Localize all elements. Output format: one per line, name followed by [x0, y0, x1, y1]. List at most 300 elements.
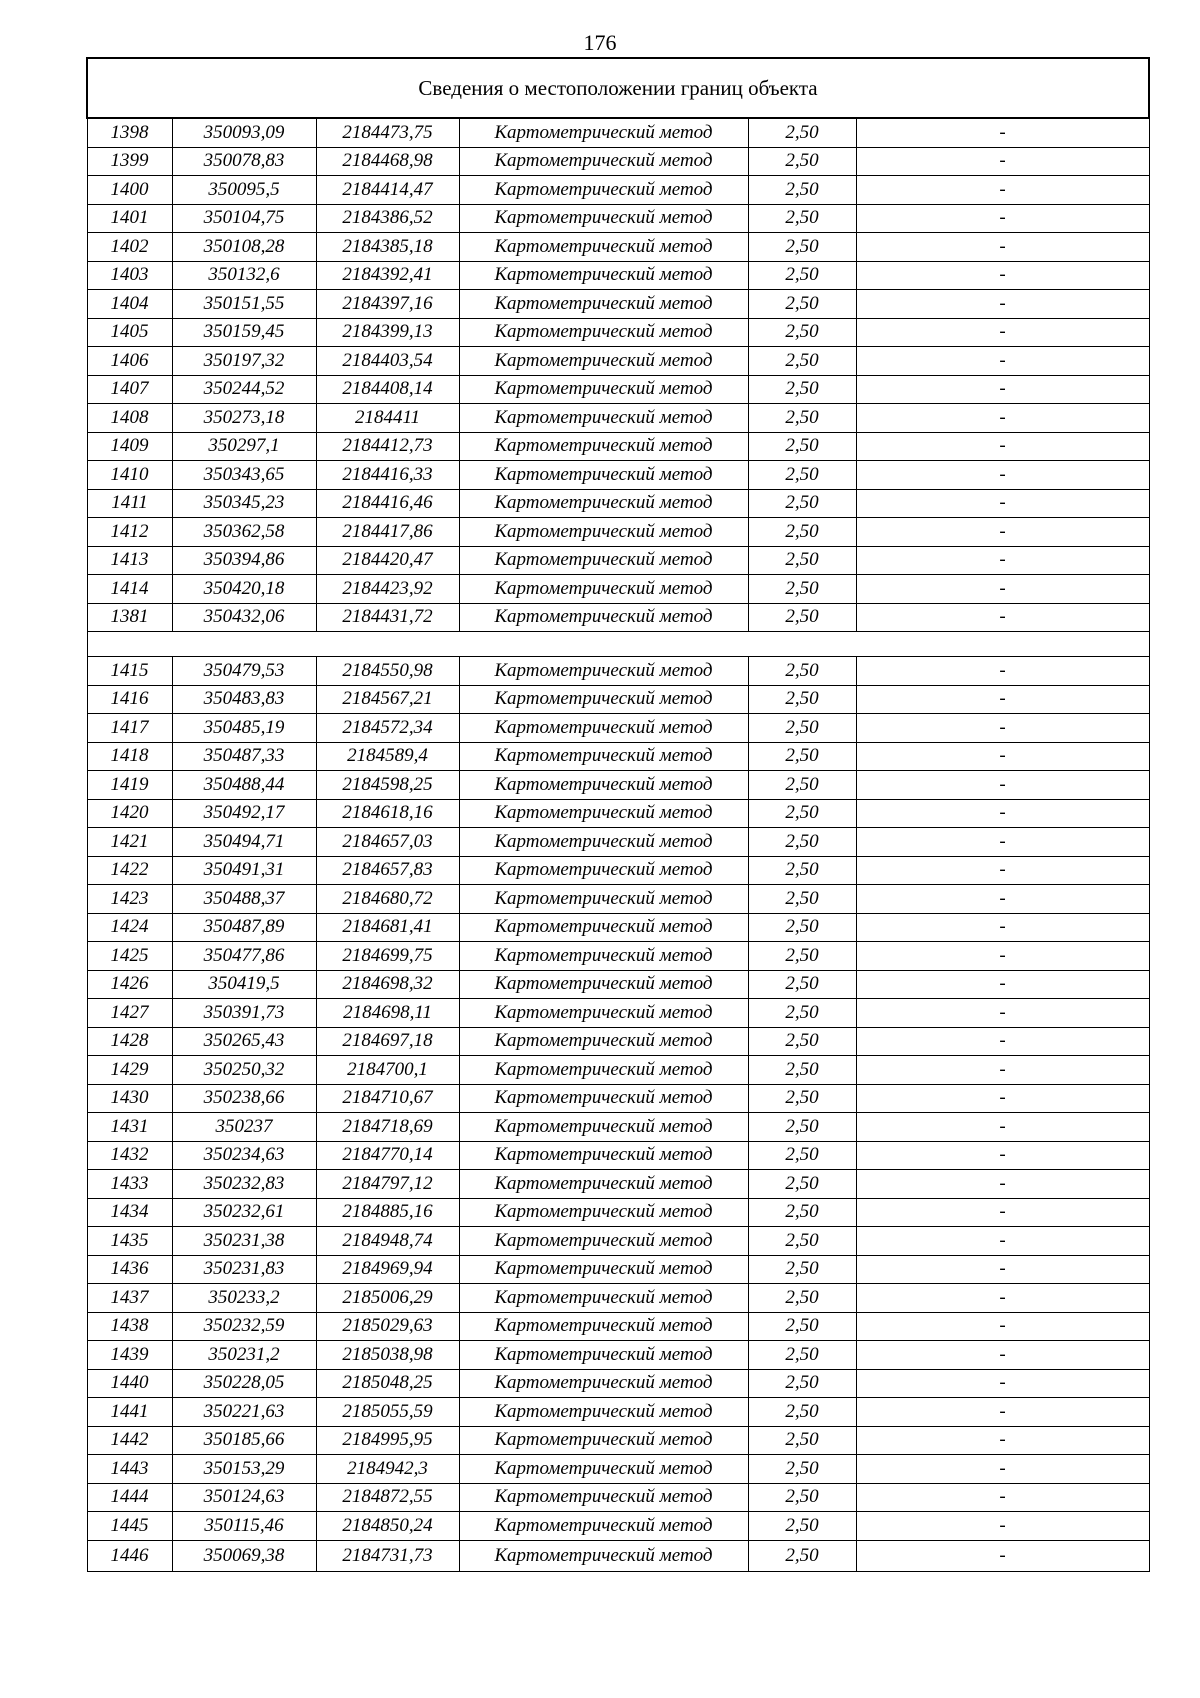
- point-number-cell: 1437: [87, 1284, 172, 1313]
- table-row: [87, 1056, 1149, 1085]
- accuracy-cell: 2,50: [748, 1056, 856, 1085]
- description-cell: -: [856, 1426, 1149, 1455]
- description-cell: -: [856, 1056, 1149, 1085]
- table-row: [87, 261, 1149, 290]
- description-cell: -: [856, 970, 1149, 999]
- method-cell: Картометрический метод: [459, 1084, 748, 1113]
- method-cell: Картометрический метод: [459, 657, 748, 686]
- description-cell: -: [856, 147, 1149, 176]
- table-row: [87, 856, 1149, 885]
- y-coordinate-cell: 2184408,14: [316, 375, 459, 404]
- y-coordinate-cell: 2185048,25: [316, 1369, 459, 1398]
- accuracy-cell: 2,50: [748, 518, 856, 547]
- x-coordinate-cell: 350250,32: [172, 1056, 316, 1085]
- y-coordinate-cell: 2184417,86: [316, 518, 459, 547]
- table-row: [87, 1540, 1149, 1571]
- x-coordinate-cell: 350394,86: [172, 546, 316, 575]
- x-coordinate-cell: 350078,83: [172, 147, 316, 176]
- point-number-cell: 1444: [87, 1483, 172, 1512]
- description-cell: -: [856, 546, 1149, 575]
- x-coordinate-cell: 350069,38: [172, 1540, 316, 1571]
- method-cell: Картометрический метод: [459, 318, 748, 347]
- accuracy-cell: 2,50: [748, 999, 856, 1028]
- point-number-cell: 1440: [87, 1369, 172, 1398]
- x-coordinate-cell: 350115,46: [172, 1512, 316, 1541]
- table-row: [87, 603, 1149, 632]
- accuracy-cell: 2,50: [748, 685, 856, 714]
- y-coordinate-cell: 2184431,72: [316, 603, 459, 632]
- x-coordinate-cell: 350362,58: [172, 518, 316, 547]
- point-number-cell: 1401: [87, 204, 172, 233]
- accuracy-cell: 2,50: [748, 942, 856, 971]
- point-number-cell: 1429: [87, 1056, 172, 1085]
- table-row: [87, 999, 1149, 1028]
- point-number-cell: 1445: [87, 1512, 172, 1541]
- table-row: [87, 575, 1149, 604]
- point-number-cell: 1411: [87, 489, 172, 518]
- table-row: [87, 1141, 1149, 1170]
- accuracy-cell: 2,50: [748, 799, 856, 828]
- point-number-cell: 1426: [87, 970, 172, 999]
- method-cell: Картометрический метод: [459, 885, 748, 914]
- method-cell: Картометрический метод: [459, 575, 748, 604]
- accuracy-cell: 2,50: [748, 432, 856, 461]
- x-coordinate-cell: 350487,33: [172, 742, 316, 771]
- table-title-row: [87, 58, 1149, 118]
- boundary-coordinates-table: [86, 57, 1150, 1572]
- point-number-cell: 1405: [87, 318, 172, 347]
- y-coordinate-cell: 2184995,95: [316, 1426, 459, 1455]
- method-cell: Картометрический метод: [459, 261, 748, 290]
- accuracy-cell: 2,50: [748, 489, 856, 518]
- table-row: [87, 432, 1149, 461]
- x-coordinate-cell: 350494,71: [172, 828, 316, 857]
- method-cell: Картометрический метод: [459, 1027, 748, 1056]
- table-row: [87, 404, 1149, 433]
- point-number-cell: 1406: [87, 347, 172, 376]
- table-row: [87, 771, 1149, 800]
- method-cell: Картометрический метод: [459, 290, 748, 319]
- x-coordinate-cell: 350265,43: [172, 1027, 316, 1056]
- accuracy-cell: 2,50: [748, 1426, 856, 1455]
- method-cell: Картометрический метод: [459, 461, 748, 490]
- point-number-cell: 1420: [87, 799, 172, 828]
- x-coordinate-cell: 350104,75: [172, 204, 316, 233]
- y-coordinate-cell: 2184698,11: [316, 999, 459, 1028]
- y-coordinate-cell: 2184416,33: [316, 461, 459, 490]
- method-cell: Картометрический метод: [459, 1512, 748, 1541]
- y-coordinate-cell: 2184473,75: [316, 118, 459, 147]
- point-number-cell: 1424: [87, 913, 172, 942]
- method-cell: Картометрический метод: [459, 685, 748, 714]
- y-coordinate-cell: 2185055,59: [316, 1398, 459, 1427]
- description-cell: -: [856, 1113, 1149, 1142]
- table-row: [87, 1113, 1149, 1142]
- point-number-cell: 1414: [87, 575, 172, 604]
- y-coordinate-cell: 2184885,16: [316, 1198, 459, 1227]
- table-row: [87, 1284, 1149, 1313]
- method-cell: Картометрический метод: [459, 1341, 748, 1370]
- method-cell: Картометрический метод: [459, 1113, 748, 1142]
- description-cell: -: [856, 1284, 1149, 1313]
- y-coordinate-cell: 2184411: [316, 404, 459, 433]
- point-number-cell: 1400: [87, 176, 172, 205]
- description-cell: -: [856, 1255, 1149, 1284]
- accuracy-cell: 2,50: [748, 1512, 856, 1541]
- accuracy-cell: 2,50: [748, 1398, 856, 1427]
- table-row: [87, 1312, 1149, 1341]
- point-number-cell: 1415: [87, 657, 172, 686]
- table-row: [87, 518, 1149, 547]
- accuracy-cell: 2,50: [748, 290, 856, 319]
- x-coordinate-cell: 350232,61: [172, 1198, 316, 1227]
- page-number: 176: [583, 30, 617, 55]
- description-cell: -: [856, 261, 1149, 290]
- x-coordinate-cell: 350391,73: [172, 999, 316, 1028]
- point-number-cell: 1410: [87, 461, 172, 490]
- accuracy-cell: 2,50: [748, 828, 856, 857]
- point-number-cell: 1403: [87, 261, 172, 290]
- y-coordinate-cell: 2184948,74: [316, 1227, 459, 1256]
- description-cell: -: [856, 204, 1149, 233]
- y-coordinate-cell: 2184942,3: [316, 1455, 459, 1484]
- table-row: [87, 375, 1149, 404]
- x-coordinate-cell: 350108,28: [172, 233, 316, 262]
- accuracy-cell: 2,50: [748, 970, 856, 999]
- method-cell: Картометрический метод: [459, 375, 748, 404]
- method-cell: Картометрический метод: [459, 233, 748, 262]
- x-coordinate-cell: 350479,53: [172, 657, 316, 686]
- table-row: [87, 657, 1149, 686]
- accuracy-cell: 2,50: [748, 1455, 856, 1484]
- accuracy-cell: 2,50: [748, 1483, 856, 1512]
- accuracy-cell: 2,50: [748, 1369, 856, 1398]
- x-coordinate-cell: 350233,2: [172, 1284, 316, 1313]
- point-number-cell: 1428: [87, 1027, 172, 1056]
- y-coordinate-cell: 2184797,12: [316, 1170, 459, 1199]
- contour-separator-row: [87, 632, 1149, 657]
- x-coordinate-cell: 350488,37: [172, 885, 316, 914]
- point-number-cell: 1417: [87, 714, 172, 743]
- method-cell: Картометрический метод: [459, 856, 748, 885]
- accuracy-cell: 2,50: [748, 742, 856, 771]
- method-cell: Картометрический метод: [459, 1312, 748, 1341]
- description-cell: -: [856, 461, 1149, 490]
- x-coordinate-cell: 350232,59: [172, 1312, 316, 1341]
- description-cell: -: [856, 1512, 1149, 1541]
- point-number-cell: 1446: [87, 1540, 172, 1571]
- accuracy-cell: 2,50: [748, 1540, 856, 1571]
- x-coordinate-cell: 350238,66: [172, 1084, 316, 1113]
- y-coordinate-cell: 2184710,67: [316, 1084, 459, 1113]
- description-cell: -: [856, 176, 1149, 205]
- description-cell: -: [856, 856, 1149, 885]
- y-coordinate-cell: 2184550,98: [316, 657, 459, 686]
- point-number-cell: 1434: [87, 1198, 172, 1227]
- accuracy-cell: 2,50: [748, 233, 856, 262]
- y-coordinate-cell: 2184598,25: [316, 771, 459, 800]
- y-coordinate-cell: 2184657,03: [316, 828, 459, 857]
- point-number-cell: 1409: [87, 432, 172, 461]
- point-number-cell: 1416: [87, 685, 172, 714]
- x-coordinate-cell: 350488,44: [172, 771, 316, 800]
- accuracy-cell: 2,50: [748, 913, 856, 942]
- table-row: [87, 1369, 1149, 1398]
- method-cell: Картометрический метод: [459, 1141, 748, 1170]
- method-cell: Картометрический метод: [459, 1170, 748, 1199]
- method-cell: Картометрический метод: [459, 176, 748, 205]
- y-coordinate-cell: 2184420,47: [316, 546, 459, 575]
- y-coordinate-cell: 2184731,73: [316, 1540, 459, 1571]
- accuracy-cell: 2,50: [748, 1341, 856, 1370]
- x-coordinate-cell: 350153,29: [172, 1455, 316, 1484]
- x-coordinate-cell: 350228,05: [172, 1369, 316, 1398]
- y-coordinate-cell: 2184699,75: [316, 942, 459, 971]
- table-row: [87, 461, 1149, 490]
- point-number-cell: 1436: [87, 1255, 172, 1284]
- point-number-cell: 1399: [87, 147, 172, 176]
- description-cell: -: [856, 290, 1149, 319]
- point-number-cell: 1432: [87, 1141, 172, 1170]
- y-coordinate-cell: 2184618,16: [316, 799, 459, 828]
- table-row: [87, 1341, 1149, 1370]
- method-cell: Картометрический метод: [459, 828, 748, 857]
- description-cell: -: [856, 1027, 1149, 1056]
- description-cell: -: [856, 1170, 1149, 1199]
- description-cell: -: [856, 657, 1149, 686]
- method-cell: Картометрический метод: [459, 546, 748, 575]
- accuracy-cell: 2,50: [748, 404, 856, 433]
- accuracy-cell: 2,50: [748, 714, 856, 743]
- table-row: [87, 742, 1149, 771]
- accuracy-cell: 2,50: [748, 1312, 856, 1341]
- y-coordinate-cell: 2184386,52: [316, 204, 459, 233]
- x-coordinate-cell: 350185,66: [172, 1426, 316, 1455]
- method-cell: Картометрический метод: [459, 942, 748, 971]
- accuracy-cell: 2,50: [748, 176, 856, 205]
- point-number-cell: 1433: [87, 1170, 172, 1199]
- description-cell: -: [856, 118, 1149, 147]
- table-row: [87, 1455, 1149, 1484]
- method-cell: Картометрический метод: [459, 1369, 748, 1398]
- y-coordinate-cell: 2184397,16: [316, 290, 459, 319]
- description-cell: -: [856, 685, 1149, 714]
- method-cell: Картометрический метод: [459, 913, 748, 942]
- y-coordinate-cell: 2185006,29: [316, 1284, 459, 1313]
- method-cell: Картометрический метод: [459, 518, 748, 547]
- method-cell: Картометрический метод: [459, 970, 748, 999]
- method-cell: Картометрический метод: [459, 1255, 748, 1284]
- point-number-cell: 1407: [87, 375, 172, 404]
- y-coordinate-cell: 2184423,92: [316, 575, 459, 604]
- point-number-cell: 1412: [87, 518, 172, 547]
- table-row: [87, 1398, 1149, 1427]
- accuracy-cell: 2,50: [748, 461, 856, 490]
- table-row: [87, 233, 1149, 262]
- y-coordinate-cell: 2184872,55: [316, 1483, 459, 1512]
- table-row: [87, 1084, 1149, 1113]
- description-cell: -: [856, 375, 1149, 404]
- method-cell: Картометрический метод: [459, 118, 748, 147]
- method-cell: Картометрический метод: [459, 347, 748, 376]
- y-coordinate-cell: 2184416,46: [316, 489, 459, 518]
- x-coordinate-cell: 350151,55: [172, 290, 316, 319]
- accuracy-cell: 2,50: [748, 1198, 856, 1227]
- y-coordinate-cell: 2184392,41: [316, 261, 459, 290]
- y-coordinate-cell: 2184385,18: [316, 233, 459, 262]
- x-coordinate-cell: 350244,52: [172, 375, 316, 404]
- y-coordinate-cell: 2184399,13: [316, 318, 459, 347]
- description-cell: -: [856, 913, 1149, 942]
- point-number-cell: 1443: [87, 1455, 172, 1484]
- method-cell: Картометрический метод: [459, 147, 748, 176]
- table-row: [87, 1426, 1149, 1455]
- x-coordinate-cell: 350231,2: [172, 1341, 316, 1370]
- method-cell: Картометрический метод: [459, 742, 748, 771]
- accuracy-cell: 2,50: [748, 261, 856, 290]
- table-row: [87, 913, 1149, 942]
- method-cell: Картометрический метод: [459, 432, 748, 461]
- y-coordinate-cell: 2184412,73: [316, 432, 459, 461]
- table-row: [87, 1198, 1149, 1227]
- accuracy-cell: 2,50: [748, 347, 856, 376]
- description-cell: -: [856, 1084, 1149, 1113]
- x-coordinate-cell: 350237: [172, 1113, 316, 1142]
- x-coordinate-cell: 350095,5: [172, 176, 316, 205]
- method-cell: Картометрический метод: [459, 771, 748, 800]
- x-coordinate-cell: 350491,31: [172, 856, 316, 885]
- x-coordinate-cell: 350124,63: [172, 1483, 316, 1512]
- description-cell: -: [856, 233, 1149, 262]
- y-coordinate-cell: 2184414,47: [316, 176, 459, 205]
- point-number-cell: 1435: [87, 1227, 172, 1256]
- description-cell: -: [856, 603, 1149, 632]
- method-cell: Картометрический метод: [459, 489, 748, 518]
- x-coordinate-cell: 350343,65: [172, 461, 316, 490]
- x-coordinate-cell: 350483,83: [172, 685, 316, 714]
- table-row: [87, 489, 1149, 518]
- method-cell: Картометрический метод: [459, 404, 748, 433]
- point-number-cell: 1413: [87, 546, 172, 575]
- table-row: [87, 176, 1149, 205]
- table-row: [87, 204, 1149, 233]
- table-row: [87, 885, 1149, 914]
- point-number-cell: 1431: [87, 1113, 172, 1142]
- x-coordinate-cell: 350432,06: [172, 603, 316, 632]
- y-coordinate-cell: 2184680,72: [316, 885, 459, 914]
- description-cell: -: [856, 1455, 1149, 1484]
- table-row: [87, 1512, 1149, 1541]
- description-cell: -: [856, 799, 1149, 828]
- accuracy-cell: 2,50: [748, 575, 856, 604]
- accuracy-cell: 2,50: [748, 118, 856, 147]
- table-title: Сведения о местоположении границ объекта: [87, 58, 1149, 118]
- y-coordinate-cell: 2184681,41: [316, 913, 459, 942]
- method-cell: Картометрический метод: [459, 799, 748, 828]
- method-cell: Картометрический метод: [459, 999, 748, 1028]
- point-number-cell: 1439: [87, 1341, 172, 1370]
- point-number-cell: 1398: [87, 118, 172, 147]
- description-cell: -: [856, 575, 1149, 604]
- description-cell: -: [856, 432, 1149, 461]
- description-cell: -: [856, 404, 1149, 433]
- description-cell: -: [856, 1341, 1149, 1370]
- accuracy-cell: 2,50: [748, 771, 856, 800]
- description-cell: -: [856, 1141, 1149, 1170]
- x-coordinate-cell: 350234,63: [172, 1141, 316, 1170]
- y-coordinate-cell: 2184770,14: [316, 1141, 459, 1170]
- method-cell: Картометрический метод: [459, 1540, 748, 1571]
- point-number-cell: 1381: [87, 603, 172, 632]
- x-coordinate-cell: 350093,09: [172, 118, 316, 147]
- x-coordinate-cell: 350231,38: [172, 1227, 316, 1256]
- x-coordinate-cell: 350221,63: [172, 1398, 316, 1427]
- table-row: [87, 714, 1149, 743]
- point-number-cell: 1441: [87, 1398, 172, 1427]
- x-coordinate-cell: 350232,83: [172, 1170, 316, 1199]
- y-coordinate-cell: 2184567,21: [316, 685, 459, 714]
- description-cell: -: [856, 1540, 1149, 1571]
- point-number-cell: 1422: [87, 856, 172, 885]
- point-number-cell: 1419: [87, 771, 172, 800]
- description-cell: -: [856, 942, 1149, 971]
- point-number-cell: 1442: [87, 1426, 172, 1455]
- description-cell: -: [856, 885, 1149, 914]
- point-number-cell: 1404: [87, 290, 172, 319]
- point-number-cell: 1425: [87, 942, 172, 971]
- accuracy-cell: 2,50: [748, 318, 856, 347]
- description-cell: -: [856, 1198, 1149, 1227]
- y-coordinate-cell: 2184468,98: [316, 147, 459, 176]
- y-coordinate-cell: 2184969,94: [316, 1255, 459, 1284]
- y-coordinate-cell: 2184403,54: [316, 347, 459, 376]
- table-row: [87, 970, 1149, 999]
- table-row: [87, 546, 1149, 575]
- point-number-cell: 1408: [87, 404, 172, 433]
- table-row: [87, 685, 1149, 714]
- x-coordinate-cell: 350477,86: [172, 942, 316, 971]
- method-cell: Картометрический метод: [459, 1426, 748, 1455]
- accuracy-cell: 2,50: [748, 856, 856, 885]
- description-cell: -: [856, 1398, 1149, 1427]
- description-cell: -: [856, 489, 1149, 518]
- point-number-cell: 1418: [87, 742, 172, 771]
- point-number-cell: 1423: [87, 885, 172, 914]
- method-cell: Картометрический метод: [459, 1198, 748, 1227]
- accuracy-cell: 2,50: [748, 1170, 856, 1199]
- table-row: [87, 1227, 1149, 1256]
- accuracy-cell: 2,50: [748, 1113, 856, 1142]
- table-row: [87, 347, 1149, 376]
- x-coordinate-cell: 350420,18: [172, 575, 316, 604]
- accuracy-cell: 2,50: [748, 204, 856, 233]
- x-coordinate-cell: 350231,83: [172, 1255, 316, 1284]
- description-cell: -: [856, 518, 1149, 547]
- method-cell: Картометрический метод: [459, 1284, 748, 1313]
- accuracy-cell: 2,50: [748, 1027, 856, 1056]
- accuracy-cell: 2,50: [748, 1255, 856, 1284]
- description-cell: -: [856, 318, 1149, 347]
- table-row: [87, 1027, 1149, 1056]
- x-coordinate-cell: 350132,6: [172, 261, 316, 290]
- method-cell: Картометрический метод: [459, 1398, 748, 1427]
- x-coordinate-cell: 350159,45: [172, 318, 316, 347]
- y-coordinate-cell: 2184589,4: [316, 742, 459, 771]
- accuracy-cell: 2,50: [748, 147, 856, 176]
- table-row: [87, 318, 1149, 347]
- x-coordinate-cell: 350492,17: [172, 799, 316, 828]
- point-number-cell: 1402: [87, 233, 172, 262]
